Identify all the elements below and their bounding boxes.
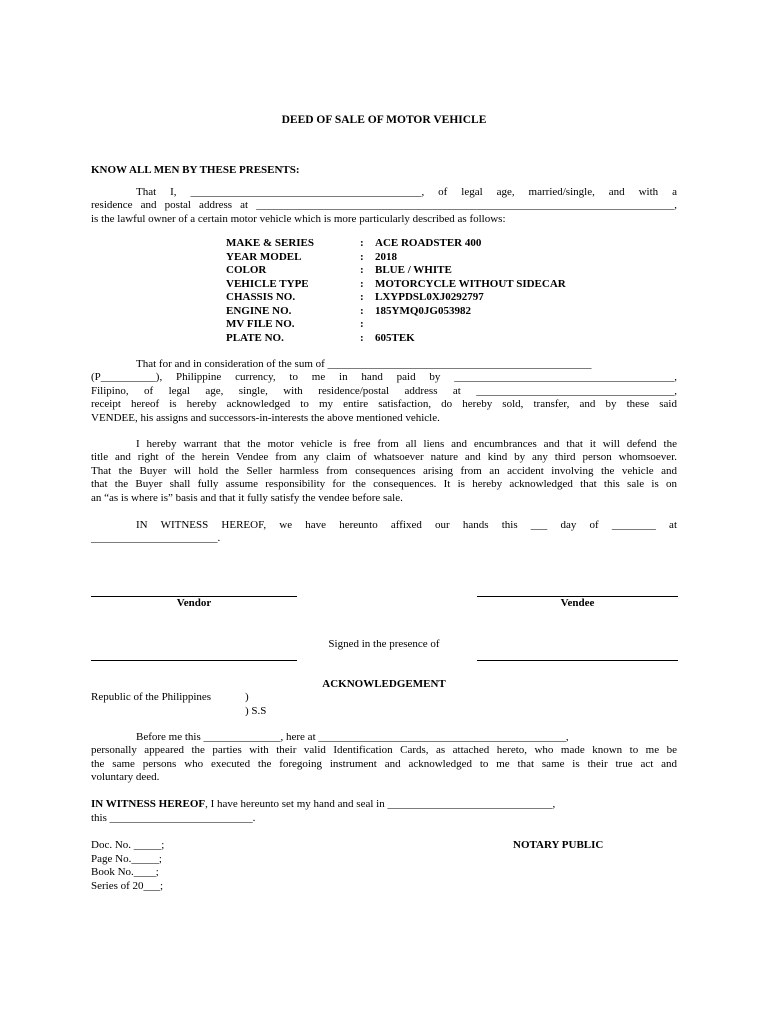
spec-value: MOTORCYCLE WITHOUT SIDECAR (375, 277, 566, 290)
spec-label: YEAR MODEL (226, 250, 302, 263)
ss-text: ) S.S (245, 705, 267, 717)
book-no: Book No.____; (91, 866, 159, 878)
before-line-1: Before me this ______________, here at _____________________________________________, (136, 731, 569, 743)
warranty-line-3: That the Buyer will hold the Seller harmless from consequences arising from an accident involving the vehicle and (91, 464, 677, 477)
witness-line-1: IN WITNESS HEREOF, we have hereunto affixed our hands this ___ day of ________ at (136, 519, 677, 531)
consideration-line-5: VENDEE, his assigns and successors-in-interests the above mentioned vehicle. (91, 411, 440, 424)
spec-label: MV FILE NO. (226, 318, 295, 330)
spec-row: PLATE NO. : 605TEK (226, 331, 415, 344)
intro-line-3: is the lawful owner of a certain motor vehicle which is more particularly described as follows: (91, 212, 506, 225)
witness-line-2: _______________________. (91, 532, 221, 545)
warranty-line-2: title and right of the herein Vendee from any claim of whatsoever nature and kind by any third person whomsoever. (91, 451, 677, 464)
vehicle-specs (226, 237, 566, 345)
spec-value: 605TEK (375, 331, 415, 344)
before-paragraph (91, 731, 677, 785)
spec-label: COLOR (226, 264, 267, 276)
witness-2-line (477, 660, 678, 661)
consideration-line-3: Filipino, of legal age, single, with residence/postal address at ____________________________________, (91, 384, 677, 397)
spec-label: VEHICLE TYPE (226, 277, 309, 290)
warranty-line-4: that the Buyer shall fully assume responsibility for the consequences. It is hereby acknowledged that this sale is on (91, 478, 677, 491)
notary-witness-bold: IN WITNESS HEREOF (91, 798, 206, 810)
consideration-line-4: receipt hereof is hereby acknowledged to my entire satisfaction, do hereby sold, transfer, and by these said (91, 398, 677, 411)
spec-value: 185YMQ0JG053982 (375, 304, 471, 317)
vendor-label: Vendor (176, 597, 212, 609)
know-all-heading: KNOW ALL MEN BY THESE PRESENTS: (91, 164, 300, 176)
intro-paragraph (91, 186, 677, 226)
witness-paragraph (91, 519, 677, 546)
before-line-4: voluntary deed. (91, 771, 160, 784)
spec-label: CHASSIS NO. (226, 291, 296, 303)
signed-presence-text: Signed in the presence of (328, 638, 440, 650)
intro-line-2: residence and postal address at ____________________________________________________________________________, (91, 199, 677, 212)
spec-label: MAKE & SERIES (226, 237, 315, 249)
before-line-3: the same persons who executed the foregoing instrument and acknowledged to me that same is their true act and (91, 757, 677, 770)
warranty-line-1: I hereby warrant that the motor vehicle is free from all liens and encumbrances and that it will defend the (136, 438, 677, 450)
warranty-line-5: an “as is where is” basis and that it fully satisfy the vendee before sale. (91, 491, 403, 504)
vendee-label: Vendee (560, 597, 595, 609)
consideration-line-2: (P__________), Philippine currency, to me in hand paid by ________________________________________, (91, 371, 677, 384)
spec-value: BLUE / WHITE (375, 264, 452, 276)
document-title: DEED OF SALE OF MOTOR VEHICLE (281, 114, 487, 126)
notary-witness-rest: , I have hereunto set my hand and seal in ______________________________, (205, 798, 556, 810)
page-no: Page No._____; (91, 853, 162, 865)
spec-row: MV FILE NO. : (226, 318, 364, 330)
notary-this-line: this __________________________. (91, 812, 256, 824)
notary-public-label: NOTARY PUBLIC (513, 839, 604, 851)
republic-text: Republic of the Philippines (91, 691, 212, 703)
spec-value: LXYPDSL0XJ0292797 (375, 291, 484, 303)
acknowledgement-title: ACKNOWLEDGEMENT (322, 678, 446, 690)
spec-value: ACE ROADSTER 400 (375, 237, 482, 249)
spec-label: PLATE NO. (226, 331, 284, 344)
notary-witness-line (91, 798, 555, 810)
spec-row: COLOR : BLUE / WHITE (226, 264, 452, 276)
spec-value: 2018 (375, 250, 397, 263)
spec-label: ENGINE NO. (226, 304, 292, 317)
spec-row: YEAR MODEL : 2018 (226, 250, 397, 263)
consideration-line-1: That for and in consideration of the sum of ________________________________________________ (136, 358, 592, 370)
spec-row: MAKE & SERIES : ACE ROADSTER 400 (226, 237, 482, 249)
spec-row: ENGINE NO. : 185YMQ0JG053982 (226, 304, 471, 317)
warranty-paragraph (91, 438, 677, 505)
spec-row: CHASSIS NO. : LXYPDSL0XJ0292797 (226, 291, 484, 303)
spec-row: VEHICLE TYPE : MOTORCYCLE WITHOUT SIDECAR (226, 277, 566, 290)
intro-line-1: That I, __________________________________________, of legal age, married/single, and with a (136, 186, 677, 198)
series-no: Series of 20___; (91, 880, 164, 892)
consideration-paragraph (91, 358, 677, 425)
doc-no: Doc. No. _____; (91, 839, 165, 851)
witness-1-line (91, 660, 297, 661)
venue-paren: ) (245, 691, 249, 703)
before-line-2: personally appeared the parties with their valid Identification Cards, as attached hereto, who made known to me be (91, 744, 677, 757)
